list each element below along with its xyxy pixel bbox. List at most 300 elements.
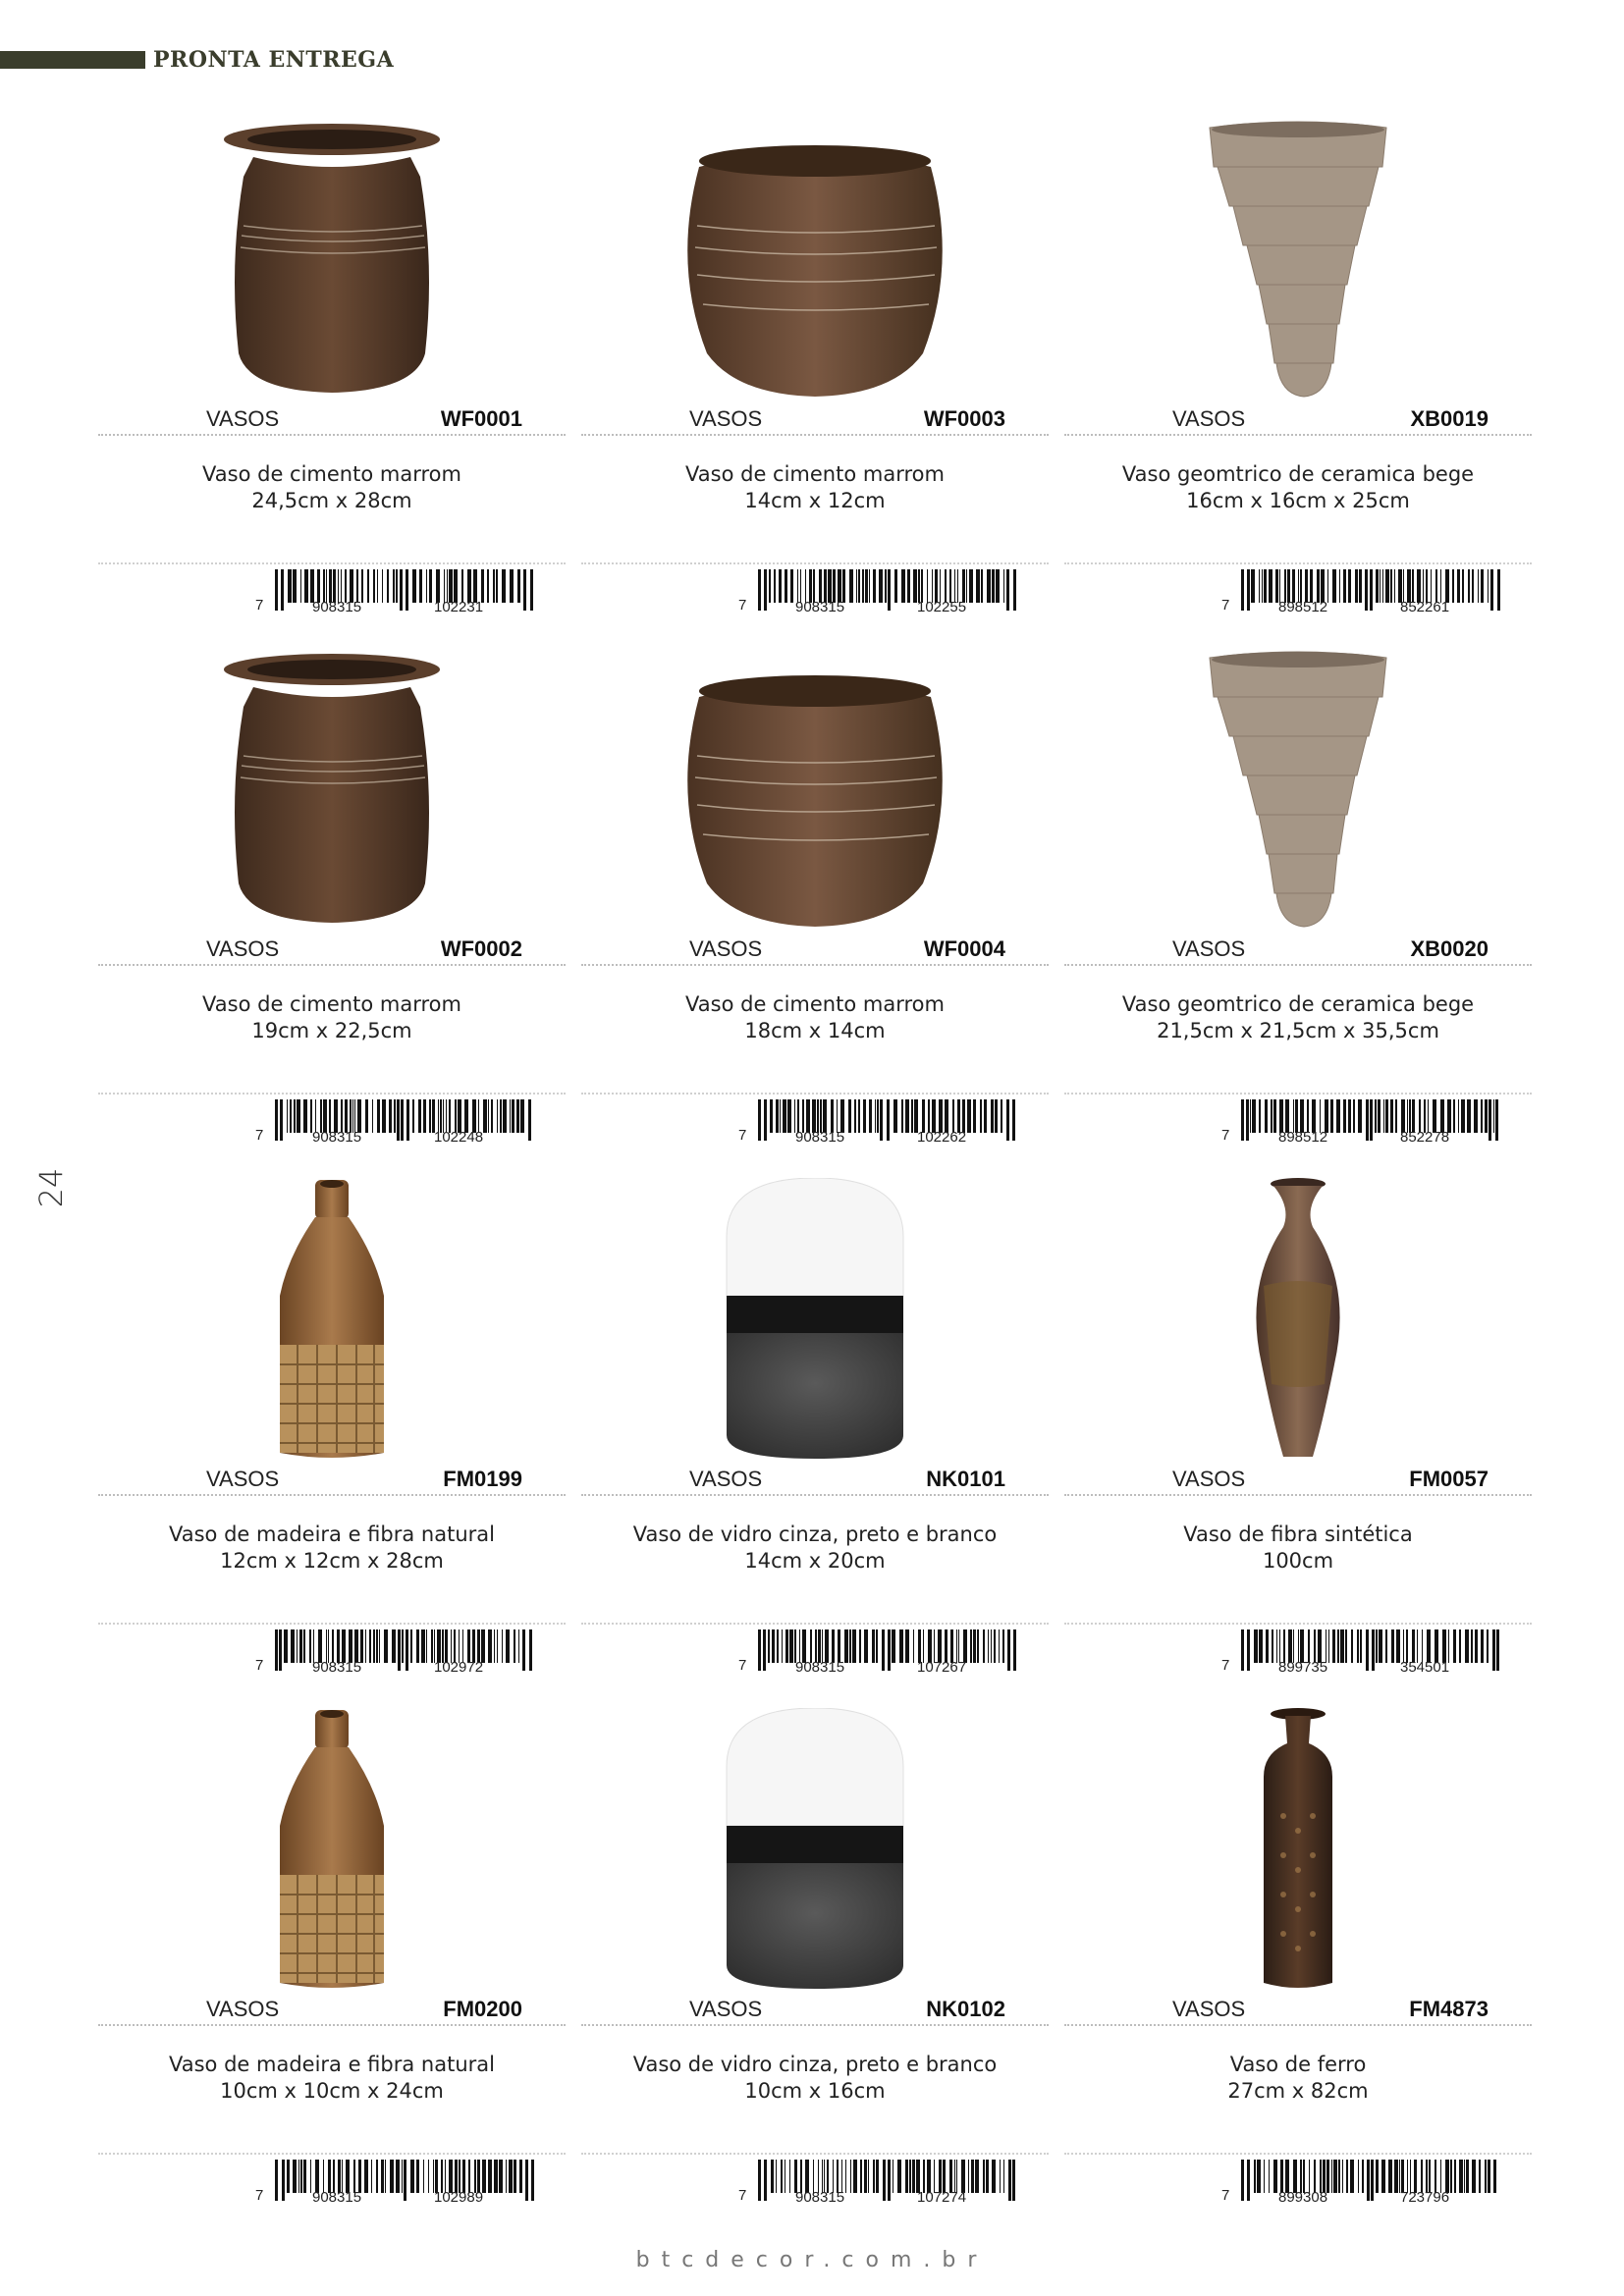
barcode-bar [810, 1629, 812, 1663]
barcode-right-digits: 102248 [434, 1129, 484, 1146]
barcode-bar [945, 569, 947, 603]
product-card[interactable] [1064, 1158, 1532, 1688]
barcode-bar [1012, 1099, 1015, 1141]
iron-vase-icon[interactable] [1064, 1688, 1532, 1993]
barcode-bar [996, 569, 1000, 603]
product-description-size: 21,5cm x 21,5cm x 35,5cm [1157, 1019, 1439, 1042]
barcode-bar [323, 2160, 324, 2193]
barcode-bar [1314, 2160, 1316, 2193]
product-card[interactable] [98, 628, 566, 1158]
barcode-bar [1246, 1099, 1249, 1141]
barcode-bar [876, 1629, 878, 1663]
barcode-bar [1440, 1099, 1444, 1133]
barcode-bar [981, 569, 983, 603]
barcode-bar [777, 1629, 779, 1663]
barcode-bar [449, 2160, 453, 2193]
barcode-bar [353, 2160, 355, 2193]
barcode-first-digit: 7 [255, 2187, 264, 2204]
barcode-bar [1298, 1629, 1299, 1663]
barcode-bar [298, 2160, 299, 2193]
barcode-bar [350, 569, 353, 603]
barcode-bar [365, 1629, 366, 1663]
barcode-bar [991, 1629, 992, 1663]
product-description-name: Vaso de vidro cinza, preto e branco [632, 2053, 998, 2076]
barcode-bar [949, 569, 951, 603]
product-card[interactable] [1064, 1688, 1532, 2218]
barcode-bar [1457, 569, 1460, 603]
barcode-left-digits: 908315 [312, 2189, 362, 2206]
product-category: VASOS [1172, 1467, 1246, 1491]
barcode-bar [293, 2160, 297, 2193]
product-code: NK0102 [926, 1997, 1005, 2021]
barcode-bar [433, 2160, 434, 2193]
product-description-size: 18cm x 14cm [744, 1019, 886, 1042]
barcode [738, 1099, 1023, 1148]
product-category-row [1064, 1995, 1532, 2026]
barcode-bar [1412, 1629, 1415, 1663]
barcode-bar [943, 2160, 946, 2193]
barcode-bar [819, 569, 822, 603]
footer-site[interactable]: btcdecor.com.br [635, 2248, 989, 2272]
barcode-bar [859, 1629, 861, 1663]
barcode-bar [472, 1099, 476, 1133]
barcode-bar [519, 2160, 522, 2193]
barcode-bar [406, 1099, 409, 1141]
beige-geometric-vase-icon[interactable] [1064, 628, 1532, 933]
barcode-bar [938, 1629, 942, 1663]
product-category-row [1064, 404, 1532, 436]
product-description [581, 1522, 1049, 1575]
wood-fiber-bottle-vase-icon[interactable] [98, 1158, 566, 1463]
barcode-bar [352, 1099, 353, 1133]
barcode-bar [342, 2160, 343, 2193]
barcode-bar [510, 1099, 511, 1133]
barcode-bar [494, 1629, 495, 1663]
barcode-bar [1370, 569, 1373, 611]
barcode-bar [1458, 1099, 1459, 1133]
barcode-bar [860, 2160, 862, 2193]
barcode-bar [377, 1099, 380, 1133]
brown-cement-vase-flared-icon[interactable] [98, 628, 566, 933]
barcode-bar [1376, 569, 1379, 603]
barcode-bar [901, 569, 905, 603]
barcode-bar [290, 1099, 292, 1133]
divider [1064, 1093, 1532, 1095]
barcode-bar [764, 569, 767, 611]
barcode-bar [950, 1629, 953, 1663]
product-description [1064, 1522, 1532, 1575]
barcode-bar [837, 2160, 839, 2193]
barcode-bar [1002, 1629, 1004, 1663]
barcode-bar [1385, 1629, 1387, 1663]
barcode-bar [850, 2160, 851, 2193]
barcode-first-digit: 7 [255, 1657, 264, 1674]
product-category-row [98, 404, 566, 436]
page-number: 24 [32, 1167, 70, 1208]
barcode-bar [412, 1099, 414, 1133]
barcode-bar [341, 1099, 343, 1133]
barcode-bar [333, 2160, 335, 2193]
barcode-bar [482, 2160, 486, 2193]
barcode-bar [300, 569, 301, 603]
barcode-bar [310, 569, 314, 603]
barcode-bar [912, 2160, 915, 2193]
barcode-bar [894, 569, 897, 603]
brown-cement-pot-icon[interactable] [581, 98, 1049, 402]
barcode-bar [1481, 1629, 1484, 1663]
barcode-bar [520, 1099, 524, 1133]
barcode-bar [437, 1629, 441, 1663]
product-description-name: Vaso de madeira e fibra natural [169, 1522, 495, 1546]
barcode-bar [443, 1099, 444, 1133]
barcode-bar [790, 569, 793, 603]
product-card[interactable] [1064, 98, 1532, 628]
barcode-bar [518, 1629, 519, 1663]
barcode-bar [428, 2160, 429, 2193]
divider [98, 1093, 566, 1095]
barcode-bar [1348, 1099, 1351, 1133]
barcode-bar [423, 2160, 424, 2193]
barcode-bar [1276, 1629, 1277, 1663]
barcode-bar [872, 1629, 875, 1663]
barcode-bar [1345, 1629, 1347, 1663]
barcode-bar [928, 1629, 932, 1663]
barcode-bar [922, 1099, 925, 1133]
barcode-bar [1465, 1629, 1469, 1663]
barcode-bar [323, 569, 325, 603]
barcode-bar [877, 1099, 879, 1133]
barcode-bar [1279, 1099, 1283, 1133]
barcode-bar [436, 569, 440, 603]
barcode-bar [1241, 1629, 1244, 1671]
barcode-bar [800, 2160, 802, 2193]
product-code: WF0001 [440, 406, 522, 431]
barcode-bar [445, 2160, 446, 2193]
barcode-bar [291, 1629, 295, 1663]
barcode-bar [988, 1629, 989, 1663]
product-card[interactable] [581, 1158, 1049, 1688]
glass-tricolor-vase-icon[interactable] [581, 1158, 1049, 1463]
product-category-row [98, 1995, 566, 2026]
barcode-bar [455, 1099, 457, 1133]
barcode-bar [488, 2160, 492, 2193]
barcode-bar [1285, 2160, 1289, 2193]
barcode-bar [474, 2160, 476, 2193]
barcode-bar [1390, 569, 1392, 603]
product-code: FM0199 [443, 1467, 522, 1491]
product-category-row [1064, 934, 1532, 966]
barcode-bar [1462, 569, 1464, 603]
barcode-bar [956, 2160, 957, 2193]
barcode-bar [781, 2160, 783, 2193]
barcode-bar [818, 1629, 821, 1663]
barcode-bar [381, 2160, 384, 2193]
barcode-bar [1426, 2160, 1428, 2193]
barcode-bar [1428, 1099, 1429, 1133]
barcode-bar [529, 1629, 532, 1671]
barcode-bar [779, 569, 782, 603]
barcode-bar [789, 2160, 790, 2193]
barcode [738, 2160, 1023, 2209]
barcode-bar [287, 1099, 288, 1133]
barcode-bar [1346, 2160, 1348, 2193]
barcode-bar [382, 569, 383, 603]
barcode-bar [334, 1099, 338, 1133]
barcode-bar [1308, 1629, 1310, 1663]
product-category: VASOS [689, 1997, 763, 2021]
barcode-bar [297, 1629, 298, 1663]
barcode-bar [1340, 1629, 1344, 1663]
barcode-bar [468, 2160, 470, 2193]
barcode-bar [794, 2160, 797, 2193]
barcode-bar [758, 1099, 761, 1141]
barcode-bar [500, 1099, 502, 1133]
barcode-bar [848, 1099, 851, 1133]
barcode-bar [794, 1099, 795, 1133]
barcode-bar [789, 1629, 793, 1663]
barcode [255, 1099, 540, 1148]
barcode-right-digits: 354501 [1400, 1659, 1450, 1676]
barcode-bar [1266, 1629, 1269, 1663]
barcode-bar [952, 1099, 954, 1133]
barcode-bars [1241, 1099, 1496, 1133]
barcode-bar [1421, 2160, 1423, 2193]
barcode-bar [275, 569, 278, 611]
barcode-bar [531, 2160, 534, 2201]
barcode-bar [1422, 1629, 1423, 1663]
barcode-bar [957, 1099, 960, 1133]
barcode-bar [1447, 1099, 1451, 1133]
barcode-bar [880, 1099, 883, 1141]
barcode-bar [467, 569, 471, 603]
barcode-left-digits: 908315 [795, 1129, 845, 1146]
barcode-bar [827, 2160, 829, 2193]
product-description [1064, 2052, 1532, 2105]
barcode-bar [932, 569, 933, 603]
barcode-bars [758, 569, 1013, 603]
barcode-bar [823, 1099, 827, 1133]
barcode-bar [426, 1629, 427, 1663]
barcode-first-digit: 7 [255, 1127, 264, 1144]
barcode-bar [805, 2160, 809, 2193]
barcode-bar [1355, 569, 1358, 603]
tall-fiber-vase-icon[interactable] [1064, 1158, 1532, 1463]
barcode-bar [805, 569, 806, 603]
barcode-bar [1401, 2160, 1404, 2193]
product-description [98, 461, 566, 514]
barcode-bar [1241, 1099, 1244, 1141]
barcode-bar [1472, 2160, 1476, 2193]
barcode-bar [398, 1629, 401, 1671]
barcode-bar [389, 1099, 392, 1133]
barcode-bar [1013, 569, 1016, 611]
barcode-bar [969, 569, 973, 603]
barcode [738, 569, 1023, 618]
product-category-row [1064, 1465, 1532, 1496]
barcode-bar [462, 2160, 465, 2193]
barcode-bar [299, 1629, 302, 1663]
barcode-bar [1472, 569, 1474, 603]
barcode-bar [1338, 2160, 1340, 2193]
barcode-bar [1269, 2160, 1270, 2193]
barcode-bars [275, 2160, 530, 2193]
barcode-bar [1303, 2160, 1305, 2193]
barcode-bar [1293, 2160, 1297, 2193]
barcode-bar [776, 2160, 777, 2193]
beige-geometric-vase-icon[interactable] [1064, 98, 1532, 402]
product-card[interactable] [98, 98, 566, 628]
barcode-bar [923, 1629, 924, 1663]
product-card[interactable] [581, 1688, 1049, 2218]
barcode-bar [1279, 1629, 1280, 1663]
barcode-bar [373, 569, 375, 603]
barcode-bar [303, 2160, 306, 2193]
barcode-bar [1487, 1629, 1489, 1663]
barcode-bar [1474, 1099, 1478, 1133]
barcode-bar [1348, 569, 1351, 603]
barcode-bar [1247, 2160, 1250, 2201]
barcode-bar [927, 569, 928, 603]
barcode-bar [825, 1629, 829, 1663]
product-category-row [581, 404, 1049, 436]
barcode-bar [888, 2160, 891, 2201]
barcode-bar [431, 1629, 433, 1663]
divider [581, 2153, 1049, 2155]
barcode-bar [284, 1629, 288, 1663]
barcode-bar [863, 1099, 866, 1133]
barcode-bar [473, 569, 477, 603]
product-card[interactable] [98, 1158, 566, 1688]
barcode [738, 1629, 1023, 1679]
barcode-bar [390, 2160, 394, 2193]
barcode-bar [1310, 569, 1313, 603]
barcode-bar [497, 1099, 498, 1133]
product-card[interactable] [1064, 628, 1532, 1158]
barcode-bar [1336, 1099, 1340, 1133]
barcode-bar [1454, 2160, 1456, 2193]
barcode-bar [1273, 1099, 1276, 1133]
wood-fiber-bottle-vase-icon[interactable] [98, 1688, 566, 1993]
barcode-bar [1001, 1099, 1002, 1133]
barcode-bar [338, 2160, 341, 2193]
barcode-bar [338, 569, 339, 603]
barcode-bar [918, 1629, 921, 1663]
page-header [0, 49, 394, 71]
barcode-bar [320, 1099, 322, 1133]
barcode-bar [1464, 2160, 1465, 2193]
product-category: VASOS [206, 936, 280, 961]
barcode-bar [1008, 2160, 1011, 2201]
barcode-bar [976, 569, 980, 603]
barcode-bar [1007, 1629, 1010, 1671]
barcode-bar [294, 1099, 296, 1133]
barcode-bar [404, 2160, 406, 2201]
barcode-bar [293, 569, 297, 603]
product-description [1064, 991, 1532, 1044]
barcode-bar [329, 1099, 331, 1133]
barcode-bar [354, 1629, 358, 1663]
brown-cement-pot-icon[interactable] [581, 628, 1049, 933]
barcode-bar [396, 569, 398, 603]
barcode [255, 2160, 540, 2209]
barcode-bar [928, 1099, 930, 1133]
barcode-bar [1013, 1629, 1016, 1671]
barcode-bar [1292, 569, 1295, 603]
barcode-right-digits: 102262 [917, 1129, 967, 1146]
product-description-name: Vaso geomtrico de ceramica bege [1121, 462, 1475, 486]
brown-cement-vase-flared-icon[interactable] [98, 98, 566, 402]
barcode-bar [461, 569, 463, 603]
barcode-bar [280, 1099, 283, 1141]
barcode-bar [949, 2160, 952, 2193]
barcode-bar [873, 569, 876, 603]
barcode-bar [1442, 1629, 1446, 1663]
barcode-bar [1385, 569, 1389, 603]
barcode-bar [1450, 2160, 1452, 2193]
barcode-bar [1252, 1099, 1256, 1133]
barcode-bar [1394, 569, 1395, 603]
barcode-bar [310, 1099, 312, 1133]
barcode-bar [1300, 569, 1302, 603]
barcode-bar [506, 1629, 510, 1663]
barcode-bar [899, 1629, 903, 1663]
barcode-bar [315, 1099, 316, 1133]
barcode-bar [905, 2160, 908, 2193]
barcode-bar [416, 1629, 419, 1663]
product-grid [98, 98, 1551, 2218]
product-card[interactable] [581, 98, 1049, 628]
barcode-bar [1468, 569, 1470, 603]
barcode-bar [1378, 1099, 1380, 1133]
product-category: VASOS [1172, 936, 1246, 961]
barcode-bar [310, 2160, 311, 2193]
barcode-bar [387, 569, 389, 603]
barcode-bar [1333, 2160, 1337, 2193]
barcode-bar [1453, 1099, 1455, 1133]
barcode-bar [410, 2160, 414, 2193]
barcode-bar [970, 1629, 972, 1663]
barcode-bar [281, 569, 284, 611]
barcode-bar [459, 2160, 460, 2193]
barcode-bar [1426, 569, 1428, 603]
barcode-bar [449, 1099, 451, 1133]
barcode-bar [376, 2160, 378, 2193]
barcode-bar [973, 1629, 976, 1663]
barcode-bar [971, 2160, 974, 2193]
barcode-bar [945, 1099, 948, 1133]
barcode-bar [426, 569, 427, 603]
barcode-bar [1381, 2160, 1385, 2193]
product-code: XB0019 [1410, 406, 1489, 431]
barcode-bars [758, 1099, 1013, 1133]
barcode-bar [1435, 2160, 1436, 2193]
barcode-bar [345, 1099, 348, 1133]
product-card[interactable] [581, 628, 1049, 1158]
barcode-bar [477, 2160, 480, 2193]
barcode-bar [1481, 569, 1484, 603]
barcode-bar [1412, 1099, 1415, 1133]
barcode-bar [797, 569, 798, 603]
glass-tricolor-vase-icon[interactable] [581, 1688, 1049, 1993]
barcode-bar [768, 1629, 770, 1663]
barcode-bar [1489, 1099, 1491, 1141]
barcode-bar [1407, 2160, 1408, 2193]
barcode-bar [1250, 1099, 1251, 1133]
barcode-bar [893, 1099, 897, 1133]
barcode-bar [769, 569, 771, 603]
product-card[interactable] [98, 1688, 566, 2218]
barcode-bar [833, 2160, 834, 2193]
